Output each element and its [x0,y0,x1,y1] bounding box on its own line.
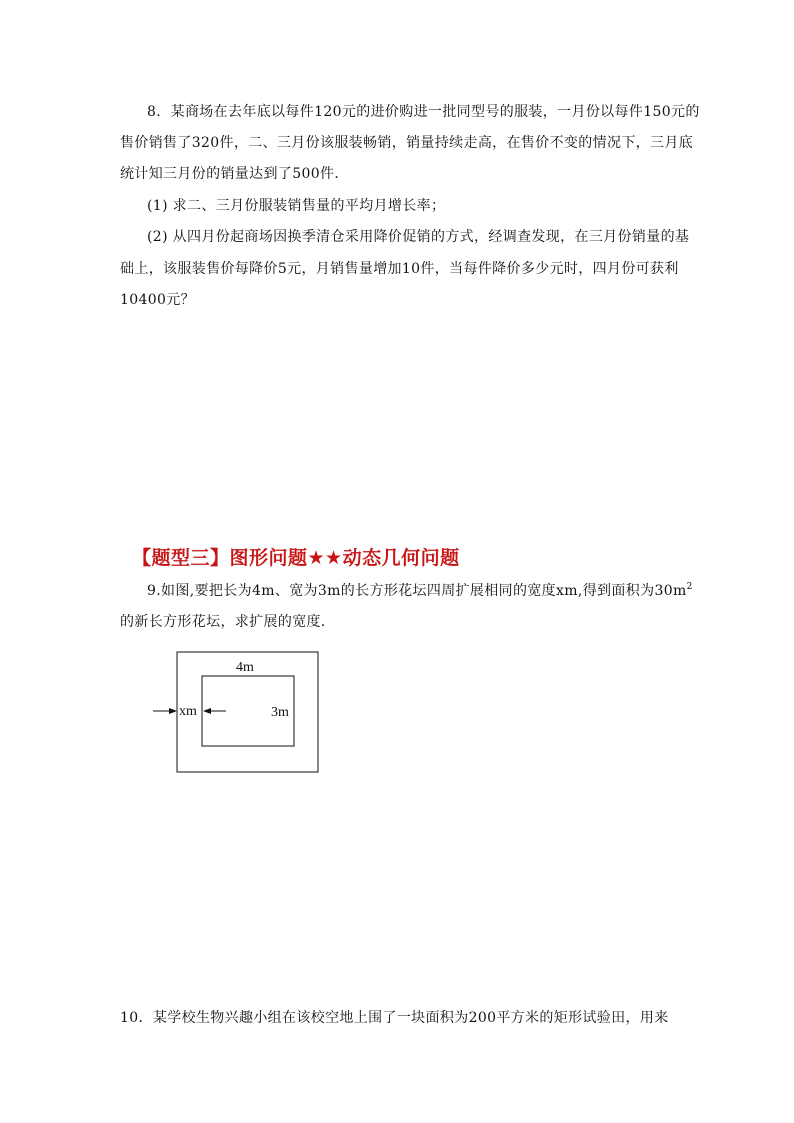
q8-line-2: 售价销售了320件，二、三月份该服装畅销，销量持续走高，在售价不变的情况下，三月底 [120,135,694,151]
q8-part-2-line-2: 础上，该服装售价每降价5元，月销售量增加10件，当每件降价多少元时，四月份可获利 [120,261,679,277]
label-x: xm [179,704,197,719]
q8-part-1: (1) 求二、三月份服装销售量的平均月增长率； [147,198,446,214]
q8-line-1: 8．某商场在去年底以每件120元的进价购进一批同型号的服装，一月份以每件150元的 [147,104,700,120]
label-width: 3m [271,705,289,720]
left-arrowhead-icon [169,708,177,714]
q9-line-1 [147,582,693,600]
flowerbed-diagram [150,650,322,776]
flowerbed-figure [150,650,322,776]
q8-part-2-line-1: (2) 从四月份起商场因换季清仓采用降价促销的方式，经调查发现，在三月份销量的基 [147,229,690,245]
q8-line-3: 统计知三月份的销量达到了500件． [120,166,349,182]
label-length: 4m [236,660,254,675]
q9-line-2: 的新长方形花坛，求扩展的宽度． [120,614,336,630]
section-heading: 【题型三】图形问题★★动态几何问题 [132,547,460,569]
q9-line-1-text: 9.如图,要把长为4m、宽为3m的长方形花坛四周扩展相同的宽度xm,得到面积为30m [147,583,687,599]
q8-part-2-line-3: 10400元？ [120,292,195,308]
q10-line-1: 10．某学校生物兴趣小组在该校空地上围了一块面积为200平方米的矩形试验田，用来 [120,1010,669,1026]
q9-superscript: 2 [686,582,693,592]
right-arrowhead-icon [203,708,211,714]
